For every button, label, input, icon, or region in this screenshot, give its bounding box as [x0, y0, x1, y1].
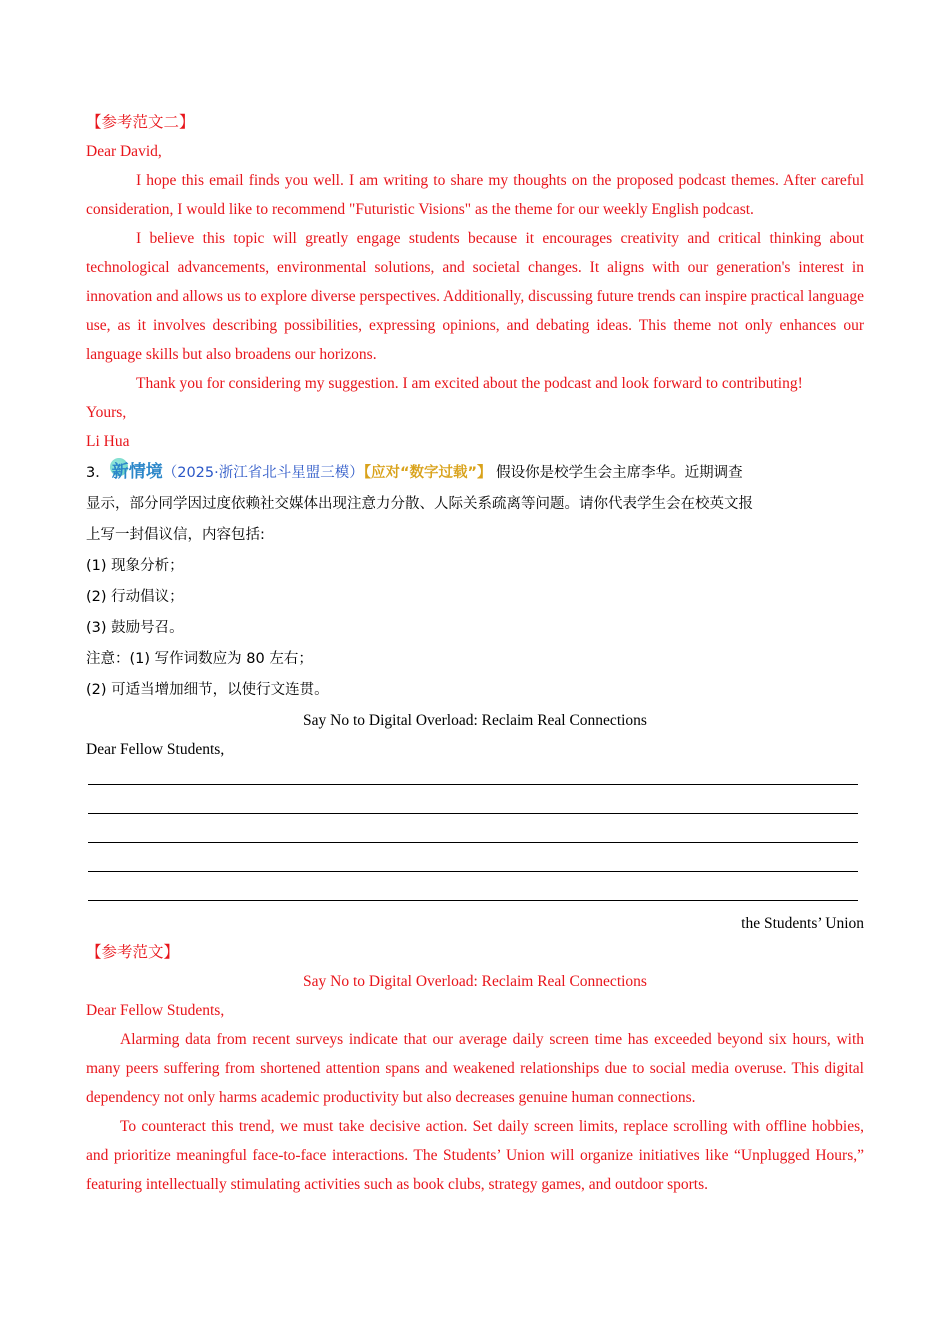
- sample2-paragraph-1: I hope this email finds you well. I am writing to share my thoughts on the proposed podcast themes. After careful consideration, I would like to recommend "Futuristic Visions" as the theme for our weekly English podcast.: [86, 172, 864, 218]
- answer-line[interactable]: [86, 851, 864, 880]
- sample3-title: Say No to Digital Overload: Reclaim Real Connections: [303, 973, 647, 990]
- note-line-1: 注意：(1) 写作词数应为 80 左右；: [86, 651, 313, 667]
- sample3-salutation: Dear Fellow Students,: [86, 1002, 225, 1019]
- sample2-paragraph-2: I believe this topic will greatly engage students because it encourages creativity and critical thinking about technological advancements, environmental solutions, and societal changes. It aligns with our generation's interest in innovation and allows us to explore diverse perspectives. Additionally, discussing future trends can inspire practical language use, as it involves describing possibilities, expressing opinions, and debating ideas. This theme not only enhances our language skills but also broadens our horizons.: [86, 230, 864, 363]
- sample2-signature: Li Hua: [86, 433, 130, 450]
- prompt-line-2: 显示，部分同学因过度依赖社交媒体出现注意力分散、人际关系疏离等问题。请你代表学生会在校英文报: [86, 496, 753, 512]
- question-essay-title: Say No to Digital Overload: Reclaim Real Connections: [303, 712, 647, 729]
- sample3-paragraph-1: Alarming data from recent surveys indicate that our average daily screen time has exceeded beyond six hours, with many peers suffering from shortened attention spans and weakened relationships due to social media overuse. This digital dependency not only harms academic productivity but also decreases genuine human connections.: [86, 1031, 864, 1106]
- sample3-paragraph-2: To counteract this trend, we must take decisive action. Set daily screen limits, replace scrolling with offline hobbies, and prioritize meaningful face-to-face interactions. The Students’ Union will organize initiatives like “Unplugged Hours,” featuring intellectually stimulating activities such as book clubs, strategy games, and outdoor sports.: [86, 1118, 864, 1193]
- question3-header: [86, 456, 864, 489]
- new-context-badge: 新情境: [110, 456, 163, 488]
- sample3-heading: 【参考范文】: [86, 944, 180, 961]
- sample2-closing: Yours,: [86, 404, 127, 421]
- sample2-salutation: Dear David,: [86, 143, 162, 160]
- sample2-paragraph-3: Thank you for considering my suggestion. I am excited about the podcast and look forward to contributing!: [136, 375, 803, 392]
- sample2-heading: 【参考范文二】: [86, 114, 195, 131]
- question-source: （2025·浙江省北斗星盟三模）: [162, 465, 364, 481]
- document-page: [86, 108, 864, 1199]
- prompt-line-3: 上写一封倡议信，内容包括:: [86, 527, 265, 543]
- answer-line[interactable]: [86, 764, 864, 793]
- prompt-line-1: 假设你是校学生会主席李华。近期调查: [491, 465, 743, 481]
- answer-line[interactable]: [86, 793, 864, 822]
- question-signoff: the Students’ Union: [741, 915, 864, 932]
- answer-line[interactable]: [86, 880, 864, 909]
- note-line-2: (2) 可适当增加细节，以使行文连贯。: [86, 682, 329, 698]
- question-number: 3．: [86, 465, 110, 481]
- prompt-item-2: (2) 行动倡议；: [86, 589, 184, 605]
- question-salutation: Dear Fellow Students,: [86, 741, 225, 758]
- prompt-item-1: (1) 现象分析；: [86, 558, 184, 574]
- answer-line[interactable]: [86, 822, 864, 851]
- question-tag: 【应对“数字过载”】: [363, 465, 492, 481]
- prompt-item-3: (3) 鼓励号召。: [86, 620, 184, 636]
